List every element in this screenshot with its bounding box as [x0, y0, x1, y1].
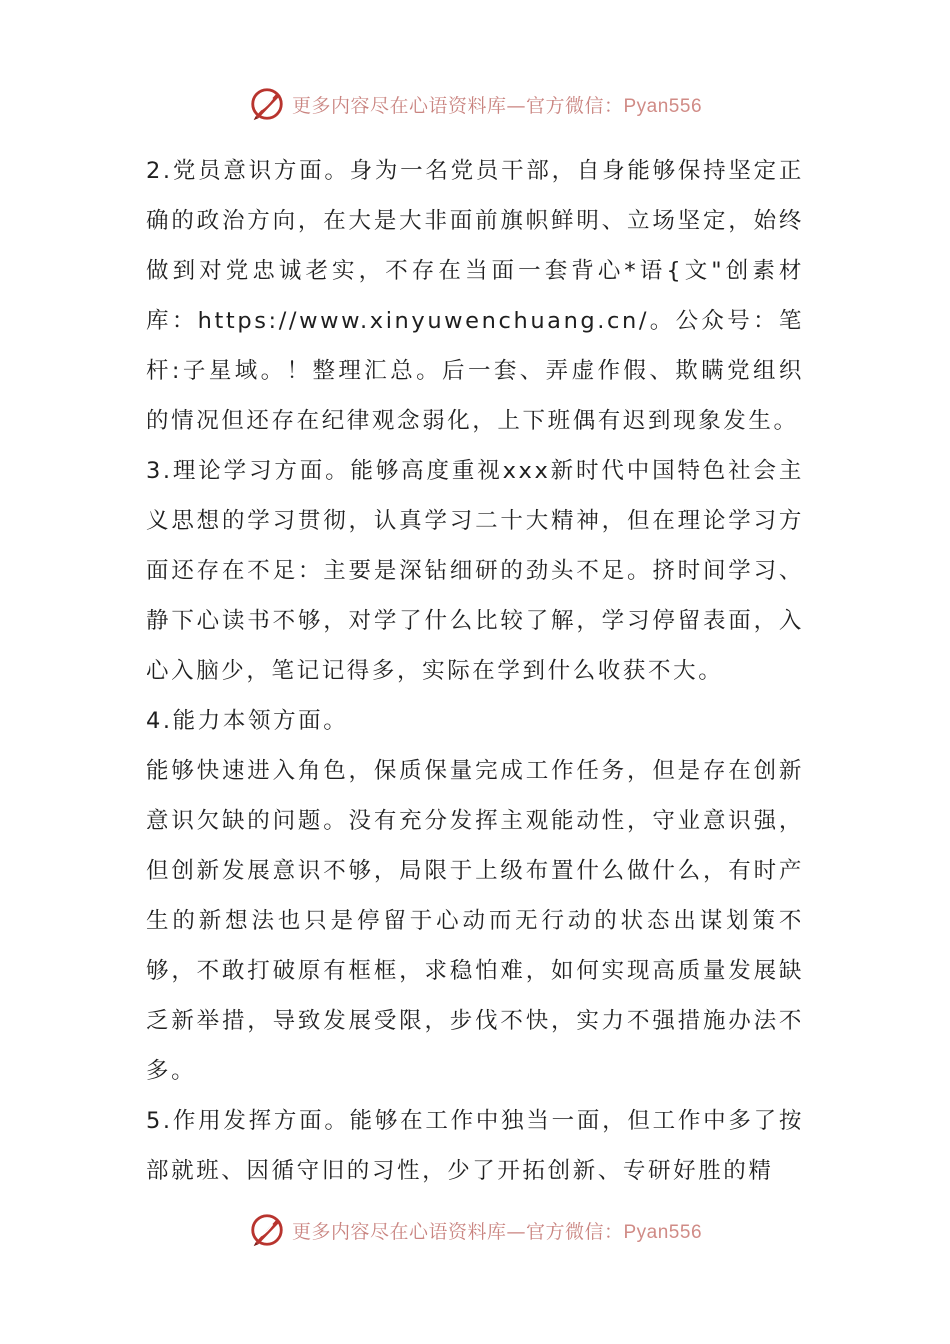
footer-wechat-id: Pyan556 — [623, 1221, 703, 1243]
pen-circle-icon — [248, 85, 286, 123]
footer-banner — [0, 1208, 950, 1252]
footer-banner-text: 更多内容尽在心语资料库—官方微信： — [291, 1220, 624, 1243]
header-banner — [0, 82, 950, 126]
header-wechat-id: Pyan556 — [623, 95, 703, 117]
paragraph-ability-heading: 4.能力本领方面。 — [146, 708, 349, 734]
document-body — [146, 146, 804, 1196]
pen-circle-icon — [248, 1211, 286, 1249]
paragraph-ability-detail: 能够快速进入角色，保质保量完成工作任务，但是存在创新意识欠缺的问题。没有充分发挥主观能动性，守业意识强，但创新发展意识不够，局限于上级布置什么做什么，有时产生的新想法也只是停留于心动而无行动的状态出谋划策不够，不敢打破原有框框，求稳怕难，如何实现高质量发展缺乏新举措，导致发展受限，步伐不快，实力不强措施办法不多。 — [146, 758, 804, 1084]
paragraph-theory-study: 3.理论学习方面。能够高度重视xxx新时代中国特色社会主义思想的学习贯彻，认真学习二十大精神，但在理论学习方面还存在不足：主要是深钻细研的劲头不足。挤时间学习、静下心读书不够，对学了什么比较了解，学习停留表面，入心入脑少，笔记记得多，实际在学到什么收获不大。 — [146, 458, 804, 684]
header-banner-text: 更多内容尽在心语资料库—官方微信： — [291, 94, 624, 117]
paragraph-party-awareness: 2.党员意识方面。身为一名党员干部，自身能够保持坚定正确的政治方向，在大是大非面前旗帜鲜明、立场坚定，始终做到对党忠诚老实，不存在当面一套背心*语{文"创素材库：https://www.xinyuwenchuang.cn/。公众号：笔杆:子星域。！整理汇总。后一套、弄虚作假、欺瞒党组织的情况但还存在纪律观念弱化，上下班偶有迟到现象发生。 — [146, 158, 804, 434]
paragraph-role-play: 5.作用发挥方面。能够在工作中独当一面，但工作中多了按部就班、因循守旧的习性，少了开拓创新、专研好胜的精 — [146, 1108, 804, 1184]
